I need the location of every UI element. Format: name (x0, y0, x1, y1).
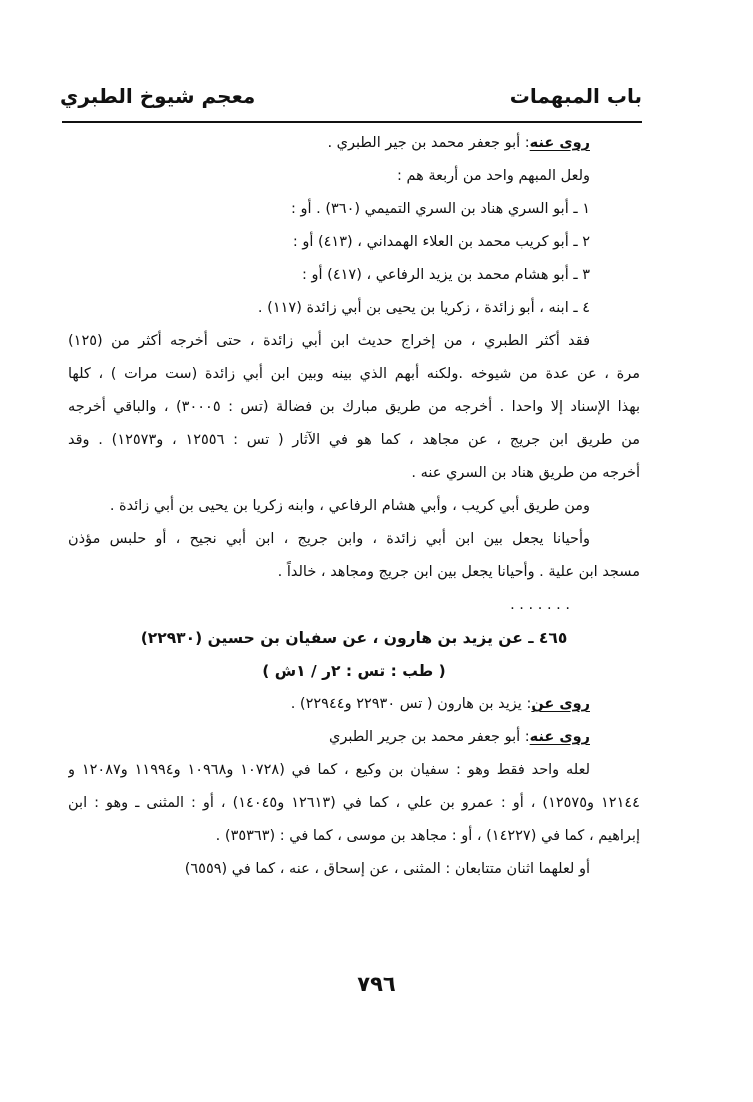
page-number: ٧٩٦ (357, 972, 396, 996)
paragraph-line: ١٢١٤٤ و١٢٥٧٥) ، أو : عمرو بن علي ، كما في (١٢٦١٣ و١٤٠٤٥) ، أو : المثنى ـ وهو : ابن (68, 795, 640, 811)
header-rule (62, 121, 642, 123)
riwaya-label: روى عنه (529, 729, 590, 745)
paragraph-line: إبراهيم ، كما في (١٤٢٢٧) ، أو : مجاهد بن موسى ، كما في : (٣٥٣٦٣) . (215, 828, 640, 844)
separator-dots: . . . . . . . (510, 597, 570, 613)
list-item-3: ٣ ـ أبو هشام محمد بن يزيد الرفاعي ، (٤١٧) أو : (302, 267, 590, 283)
paragraph-line: مسجد ابن علية . وأحيانا يجعل بين ابن جريج ومجاهد ، خالداً . (277, 564, 640, 580)
riwaya-line-3 (68, 721, 640, 754)
riwaya-label: روى عنه (529, 135, 590, 151)
chapter-title: باب المبهمات (509, 84, 642, 108)
paragraph-line: فقد أكثر الطبري ، من إخراج حديث ابن أبي زائدة ، حتى أخرجه أكثر من (١٢٥) (68, 333, 590, 349)
riwaya-text: : أبو جعفر محمد بن جير الطبري . (327, 135, 530, 151)
paragraph-line: من طريق ابن جريج ، عن مجاهد ، كما هو في الآثار ( تس : ١٢٥٥٦ ، و١٢٥٧٣) . وقد (68, 432, 640, 448)
paragraph-line: بهذا الإسناد إلا واحدا . أخرجه من طريق مبارك بن فضالة (تس : ٣٠٠٠٥) ، والباقي أخرجه (68, 399, 640, 415)
page-header (60, 84, 642, 114)
intro-line: ولعل المبهم واحد من أربعة هم : (396, 168, 590, 184)
book-title: معجم شيوخ الطبري (60, 84, 256, 108)
list-item-2: ٢ ـ أبو كريب محمد بن العلاء الهمداني ، (٤١٣) أو : (292, 234, 590, 250)
paragraph-line: أو لعلهما اثنان متتابعان : المثنى ، عن إسحاق ، عنه ، كما في (٦٥٥٩) (184, 861, 590, 877)
riwaya-line-1 (68, 127, 640, 160)
paragraph-line: وأحيانا يجعل بين ابن أبي زائدة ، وابن جريج ، ابن أبي نجيح ، أو حلبس مؤذن (68, 531, 590, 547)
paragraph-line: أخرجه من طريق هناد بن السري عنه . (411, 465, 640, 481)
riwaya-text: : أبو جعفر محمد بن جرير الطبري (329, 729, 530, 745)
page-body (68, 127, 640, 886)
list-item-1: ١ ـ أبو السري هناد بن السري التميمي (٣٦٠) . أو : (290, 201, 590, 217)
list-item-4: ٤ ـ ابنه ، أبو زائدة ، زكريا بن يحيى بن أبي زائدة (١١٧) . (257, 300, 590, 316)
riwaya-line-2 (68, 688, 640, 721)
paragraph-line: مرة ، عن عدة من شيوخه .ولكنه أبهم الذي بينه وبين ابن أبي زائدة (ست مرات ) ، كلها (68, 366, 640, 382)
riwaya-text: : يزيد بن هارون ( تس ٢٢٩٣٠ و٢٢٩٤٤) . (290, 696, 532, 712)
paragraph-line: لعله واحد فقط وهو : سفيان بن وكيع ، كما في (١٠٧٢٨ و١٠٩٦٨ و١١٩٩٤ و١٢٠٨٧ و (68, 762, 590, 778)
riwaya-label: روى عن (531, 696, 590, 712)
entry-title: ٤٦٥ ـ عن يزيد بن هارون ، عن سفيان بن حسين (٢٢٩٣٠) (140, 629, 568, 647)
paragraph-line: ومن طريق أبي كريب ، وأبي هشام الرفاعي ، وابنه زكريا بن يحيى بن أبي زائدة . (109, 498, 590, 514)
entry-reference: ( طب : تس : ٢ر / ١ش ) (262, 662, 446, 680)
